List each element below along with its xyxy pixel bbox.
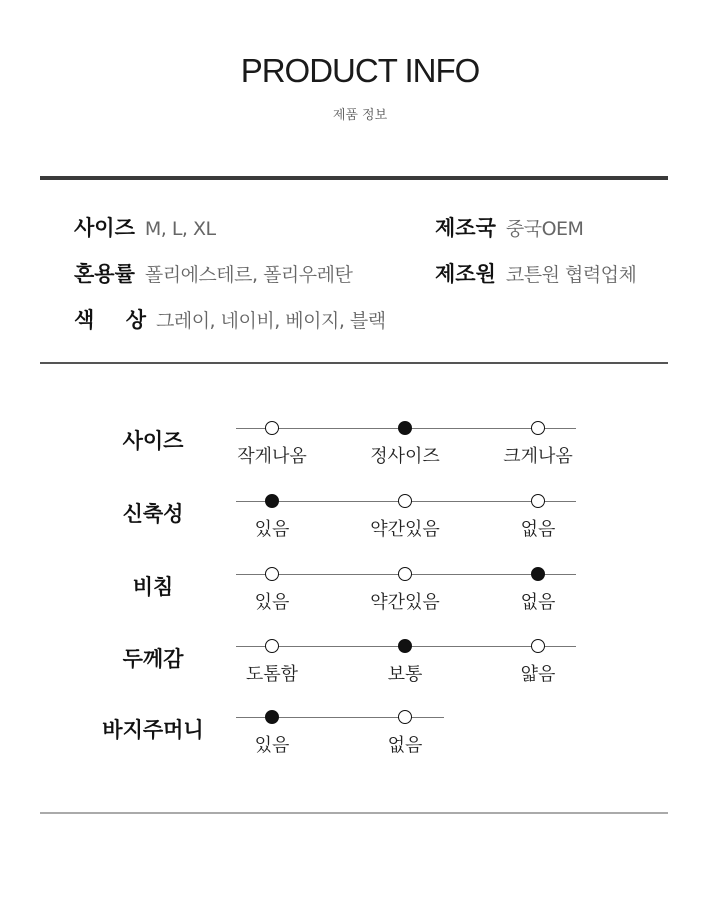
scale-option-label: 없음 <box>520 519 556 540</box>
info-country-value: 중국OEM <box>505 218 584 240</box>
info-color-label-first: 색 <box>74 308 95 332</box>
scale-label: 비침 <box>132 575 174 599</box>
scale-label: 사이즈 <box>122 429 184 453</box>
info-material-value: 폴리에스테르, 폴리우레탄 <box>144 264 353 286</box>
info-maker-label: 제조원 <box>435 262 496 286</box>
scale-option-label: 없음 <box>387 735 423 756</box>
info-maker-row <box>435 258 636 288</box>
page-title: PRODUCT INFO <box>240 52 480 89</box>
info-color-label <box>74 304 146 334</box>
info-country-label: 제조국 <box>435 216 496 240</box>
scale-option-label: 없음 <box>520 592 556 613</box>
scale-label: 신축성 <box>122 502 184 526</box>
scale-dot <box>531 421 545 435</box>
bottom-divider <box>40 812 668 814</box>
info-color-value: 그레이, 네이비, 베이지, 블랙 <box>156 310 386 332</box>
scale-dot <box>531 639 545 653</box>
scale-option-label: 도톰함 <box>245 664 299 685</box>
info-size-value: M, L, XL <box>144 218 216 240</box>
scale-dot-selected <box>398 421 412 435</box>
scale-dot <box>265 421 279 435</box>
scale-dot <box>398 494 412 508</box>
scale-option-label: 약간있음 <box>370 592 440 613</box>
scale-dot <box>265 639 279 653</box>
scale-dot-selected <box>398 639 412 653</box>
middle-divider <box>40 362 668 364</box>
info-size-row <box>74 212 216 242</box>
info-material-row <box>74 258 352 288</box>
scale-dot-selected <box>265 494 279 508</box>
scale-option-label: 약간있음 <box>370 519 440 540</box>
info-material-label: 혼용률 <box>74 262 135 286</box>
scale-dot <box>398 567 412 581</box>
scale-dot-selected <box>531 567 545 581</box>
scale-option-label: 크게나옴 <box>503 446 573 467</box>
scale-option-label: 작게나옴 <box>237 446 307 467</box>
page-subtitle: 제품 정보 <box>332 108 388 123</box>
scale-label: 바지주머니 <box>102 718 204 742</box>
scale-option-label: 있음 <box>254 519 290 540</box>
scale-option-label: 보통 <box>387 664 423 685</box>
info-color-label-second: 상 <box>125 308 146 332</box>
info-color-row <box>74 304 386 334</box>
info-country-row <box>435 212 583 242</box>
scale-label: 두께감 <box>122 647 184 671</box>
info-maker-value: 코튼원 협력업체 <box>505 264 637 286</box>
scale-option-label: 정사이즈 <box>370 446 440 467</box>
scale-dot-selected <box>265 710 279 724</box>
scale-option-label: 얇음 <box>520 664 556 685</box>
scale-option-label: 있음 <box>254 735 290 756</box>
info-size-label: 사이즈 <box>74 216 135 240</box>
scale-dot <box>531 494 545 508</box>
scale-option-label: 있음 <box>254 592 290 613</box>
top-divider <box>40 176 668 180</box>
scale-dot <box>398 710 412 724</box>
scale-dot <box>265 567 279 581</box>
